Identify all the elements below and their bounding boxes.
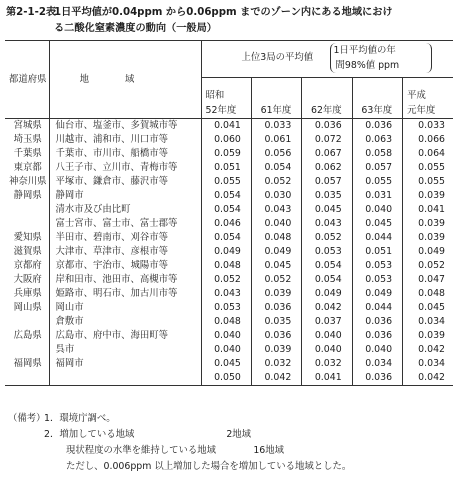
prefecture-cell xyxy=(5,315,49,329)
table-row xyxy=(5,133,453,147)
area-cell xyxy=(49,371,201,386)
area-cell: 平塚市、鎌倉市、藤沢市等 xyxy=(49,175,201,189)
table-row xyxy=(5,217,453,231)
area-cell: 千葉市、市川市、船橋市等 xyxy=(49,147,201,161)
value-cell: 0.043 xyxy=(251,203,301,217)
value-cell: 0.057 xyxy=(352,161,402,175)
area-cell: 八王子市、立川市、青梅市等 xyxy=(49,161,201,175)
value-cell: 0.054 xyxy=(201,189,251,203)
area-cell: 姫路市、明石市、加古川市等 xyxy=(49,287,201,301)
prefecture-cell: 兵庫県 xyxy=(13,288,42,299)
value-cell: 0.064 xyxy=(403,147,453,161)
prefecture-cell: 宮城県 xyxy=(13,120,42,131)
value-cell: 0.054 xyxy=(201,203,251,217)
area-cell: 大津市、草津市、彦根市等 xyxy=(49,245,201,259)
note-2-count: 2地域 xyxy=(226,429,252,440)
table-row xyxy=(5,161,453,175)
area-cell: 呉市 xyxy=(49,343,201,357)
value-cell: 0.044 xyxy=(352,231,402,245)
value-cell: 0.052 xyxy=(201,273,251,287)
value-cell: 0.060 xyxy=(201,133,251,147)
table-row xyxy=(5,315,453,329)
bracket-line-1: 1日平均値の年 xyxy=(333,45,396,56)
value-cell: 0.040 xyxy=(302,343,352,357)
area-cell: 広島市、府中市、海田町等 xyxy=(49,329,201,343)
value-cell: 0.032 xyxy=(251,357,301,371)
value-cell: 0.052 xyxy=(403,259,453,273)
value-cell: 0.053 xyxy=(302,245,352,259)
table-number: 第2-1-2表 xyxy=(6,7,57,18)
value-cell: 0.036 xyxy=(251,329,301,343)
value-cell: 0.041 xyxy=(403,203,453,217)
prefecture-cell: 福岡県 xyxy=(13,358,42,369)
header-year: 63年度 xyxy=(352,78,402,119)
header-year: 平成 元年度 xyxy=(403,78,453,119)
value-cell: 0.046 xyxy=(201,217,251,231)
bracket-line-2: 間98%値 ppm xyxy=(335,60,400,71)
value-cell: 0.036 xyxy=(352,315,402,329)
prefecture-cell: 神奈川県 xyxy=(8,176,47,187)
value-cell: 0.048 xyxy=(201,315,251,329)
value-cell: 0.066 xyxy=(403,133,453,147)
table-row xyxy=(5,231,453,245)
header-group xyxy=(201,41,453,78)
value-cell: 0.039 xyxy=(403,189,453,203)
table-row xyxy=(5,175,453,189)
value-cell: 0.054 xyxy=(302,273,352,287)
value-cell: 0.035 xyxy=(302,189,352,203)
prefecture-cell: 広島県 xyxy=(13,330,42,341)
value-cell: 0.063 xyxy=(352,133,402,147)
note-4: ただし、0.006ppm 以上増加した場合を増加している地域とした。 xyxy=(66,461,352,472)
value-cell: 0.045 xyxy=(302,203,352,217)
value-cell: 0.047 xyxy=(403,273,453,287)
prefecture-cell: 静岡県 xyxy=(13,190,42,201)
value-cell: 0.036 xyxy=(302,119,352,134)
value-cell: 0.043 xyxy=(201,287,251,301)
value-cell: 0.048 xyxy=(403,287,453,301)
value-cell: 0.039 xyxy=(251,287,301,301)
value-cell: 0.061 xyxy=(251,133,301,147)
value-cell: 0.040 xyxy=(201,329,251,343)
value-cell: 0.040 xyxy=(302,329,352,343)
area-cell: 半田市、碧南市、刈谷市等 xyxy=(49,231,201,245)
value-cell: 0.048 xyxy=(251,231,301,245)
value-cell: 0.034 xyxy=(352,357,402,371)
prefecture-cell xyxy=(5,217,49,231)
value-cell: 0.045 xyxy=(403,301,453,315)
value-cell: 0.058 xyxy=(352,147,402,161)
value-cell: 0.035 xyxy=(251,315,301,329)
prefecture-cell: 愛知県 xyxy=(13,232,42,243)
table-row xyxy=(5,203,453,217)
prefecture-cell xyxy=(5,343,49,357)
prefecture-cell: 埼玉県 xyxy=(13,134,42,145)
value-cell: 0.053 xyxy=(352,273,402,287)
value-cell: 0.039 xyxy=(403,329,453,343)
note-1: 1．環境庁調べ。 xyxy=(44,413,116,424)
value-cell: 0.040 xyxy=(352,203,402,217)
area-cell: 福岡市 xyxy=(49,357,201,371)
value-cell: 0.052 xyxy=(251,273,301,287)
header-year: 61年度 xyxy=(251,78,301,119)
table-row xyxy=(5,119,453,134)
value-cell: 0.052 xyxy=(302,231,352,245)
value-cell: 0.036 xyxy=(251,301,301,315)
table-row xyxy=(5,273,453,287)
prefecture-cell: 岡山県 xyxy=(13,302,42,313)
note-3: 現状程度の水準を維持している地域 xyxy=(66,445,217,456)
value-cell: 0.044 xyxy=(352,301,402,315)
header-group-caption: 上位3局の平均値 xyxy=(241,52,314,63)
value-cell: 0.036 xyxy=(352,119,402,134)
table-row xyxy=(5,357,453,371)
table-row xyxy=(5,371,453,386)
value-cell: 0.030 xyxy=(251,189,301,203)
value-cell: 0.040 xyxy=(352,343,402,357)
value-cell: 0.053 xyxy=(201,301,251,315)
value-cell: 0.050 xyxy=(201,371,251,386)
value-cell: 0.041 xyxy=(201,119,251,134)
table-row xyxy=(5,259,453,273)
value-cell: 0.039 xyxy=(403,231,453,245)
header-prefecture: 都道府県 xyxy=(5,41,49,119)
header-year: 62年度 xyxy=(302,78,352,119)
header-year: 昭和 52年度 xyxy=(201,78,251,119)
value-cell: 0.037 xyxy=(302,315,352,329)
value-cell: 0.049 xyxy=(251,245,301,259)
value-cell: 0.043 xyxy=(302,217,352,231)
title-line-1: 1日平均値が0.04ppm から0.06ppm までのゾーン内にある地域におけ xyxy=(54,7,393,18)
area-cell: 静岡市 xyxy=(49,189,201,203)
value-cell: 0.034 xyxy=(403,315,453,329)
prefecture-cell: 滋賀県 xyxy=(13,246,42,257)
value-cell: 0.034 xyxy=(403,357,453,371)
value-cell: 0.051 xyxy=(352,245,402,259)
note-2: 2．増加している地域 xyxy=(44,429,135,440)
notes xyxy=(8,411,458,475)
prefecture-cell: 京都府 xyxy=(13,260,42,271)
value-cell: 0.042 xyxy=(403,343,453,357)
value-cell: 0.053 xyxy=(352,259,402,273)
note-3-count: 16地域 xyxy=(253,445,285,456)
notes-label: （備考） xyxy=(8,413,46,424)
value-cell: 0.033 xyxy=(251,119,301,134)
table-row xyxy=(5,301,453,315)
value-cell: 0.042 xyxy=(251,371,301,386)
value-cell: 0.048 xyxy=(201,259,251,273)
prefecture-cell xyxy=(5,371,49,386)
value-cell: 0.059 xyxy=(201,147,251,161)
table-row xyxy=(5,245,453,259)
area-cell: 仙台市、塩釜市、多賀城市等 xyxy=(49,119,201,134)
table-row xyxy=(5,147,453,161)
value-cell: 0.039 xyxy=(251,343,301,357)
table-row xyxy=(5,343,453,357)
title-line-2: る二酸化窒素濃度の動向（一般局） xyxy=(54,23,217,34)
value-cell: 0.045 xyxy=(201,357,251,371)
value-cell: 0.040 xyxy=(201,343,251,357)
value-cell: 0.040 xyxy=(251,217,301,231)
value-cell: 0.033 xyxy=(403,119,453,134)
area-cell: 川越市、浦和市、川口市等 xyxy=(49,133,201,147)
value-cell: 0.056 xyxy=(251,147,301,161)
value-cell: 0.052 xyxy=(251,175,301,189)
value-cell: 0.055 xyxy=(352,175,402,189)
value-cell: 0.032 xyxy=(302,357,352,371)
area-cell: 倉敷市 xyxy=(49,315,201,329)
value-cell: 0.036 xyxy=(352,329,402,343)
table-title xyxy=(6,5,458,37)
value-cell: 0.049 xyxy=(352,287,402,301)
no2-trend-table xyxy=(5,40,453,386)
value-cell: 0.067 xyxy=(302,147,352,161)
value-cell: 0.057 xyxy=(302,175,352,189)
value-cell: 0.031 xyxy=(352,189,402,203)
value-cell: 0.054 xyxy=(201,231,251,245)
area-cell: 富士宮市、富士市、富士郡等 xyxy=(49,217,201,231)
value-cell: 0.055 xyxy=(403,161,453,175)
prefecture-cell: 東京都 xyxy=(13,162,42,173)
value-cell: 0.049 xyxy=(403,245,453,259)
value-cell: 0.072 xyxy=(302,133,352,147)
value-cell: 0.054 xyxy=(251,161,301,175)
value-cell: 0.042 xyxy=(302,301,352,315)
value-cell: 0.041 xyxy=(302,371,352,386)
value-cell: 0.039 xyxy=(403,217,453,231)
area-cell: 岡山市 xyxy=(49,301,201,315)
value-cell: 0.036 xyxy=(352,371,402,386)
table-row xyxy=(5,287,453,301)
table-row xyxy=(5,329,453,343)
value-cell: 0.049 xyxy=(201,245,251,259)
value-cell: 0.045 xyxy=(352,217,402,231)
prefecture-cell: 千葉県 xyxy=(13,148,42,159)
value-cell: 0.055 xyxy=(201,175,251,189)
table-row xyxy=(5,189,453,203)
header-area: 地域 xyxy=(49,41,201,119)
value-cell: 0.062 xyxy=(302,161,352,175)
prefecture-cell: 大阪府 xyxy=(13,274,42,285)
value-cell: 0.055 xyxy=(403,175,453,189)
value-cell: 0.051 xyxy=(201,161,251,175)
prefecture-cell xyxy=(5,203,49,217)
value-cell: 0.054 xyxy=(302,259,352,273)
area-cell: 清水市及び由比町 xyxy=(49,203,201,217)
area-cell: 岸和田市、池田市、高槻市等 xyxy=(49,273,201,287)
value-cell: 0.042 xyxy=(403,371,453,386)
value-cell: 0.045 xyxy=(251,259,301,273)
value-cell: 0.049 xyxy=(302,287,352,301)
area-cell: 京都市、宇治市、城陽市等 xyxy=(49,259,201,273)
